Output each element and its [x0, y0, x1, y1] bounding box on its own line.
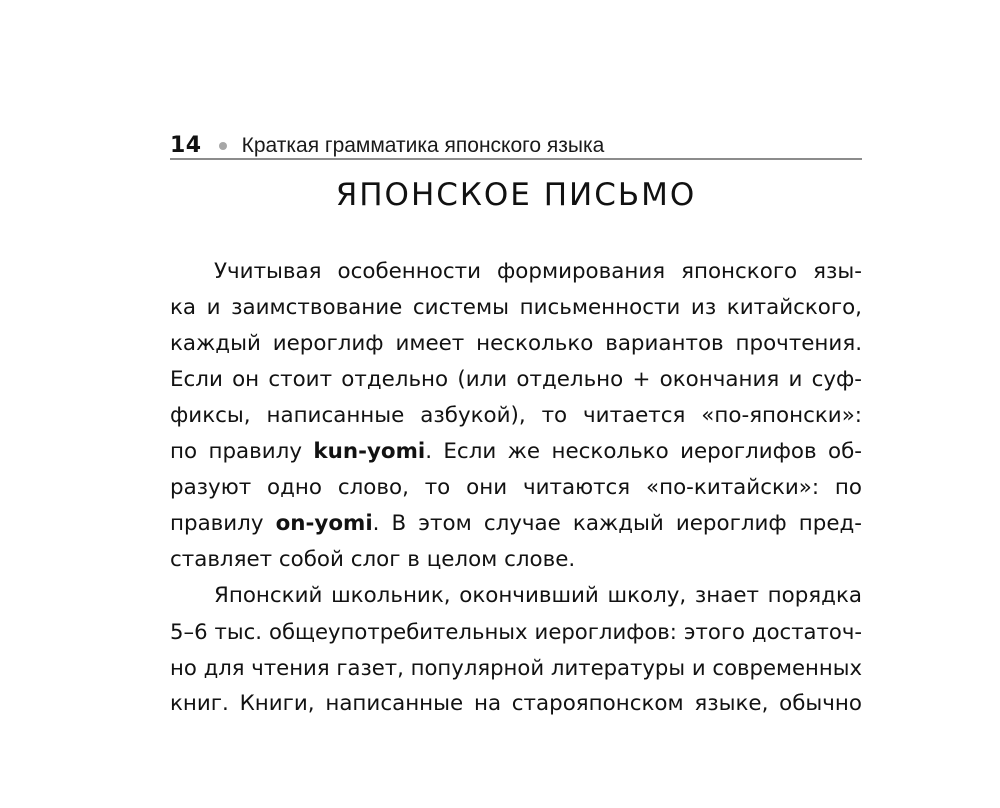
body-text	[170, 254, 862, 722]
text-line: 5–6 тыс. общеупотребительных иероглифов: этого достаточ-	[170, 619, 862, 644]
term-kun-yomi: kun-yomi	[313, 439, 426, 464]
running-head	[170, 128, 862, 158]
text-line: Японский школьник, окончивший школу, знает порядка	[214, 583, 862, 608]
header-rule	[170, 158, 862, 160]
paragraph-2	[170, 578, 862, 722]
text-line: фиксы, написанные азбукой), то читается «по-японски»:	[170, 403, 862, 428]
text-line: ка и заимствование системы письменности из китайского,	[170, 295, 862, 320]
chapter-title: ЯПОНСКОЕ ПИСЬМО	[335, 177, 697, 213]
page-number: 14	[170, 133, 202, 158]
text-line: Учитывая особенности формирования японского язы-	[214, 259, 862, 284]
text-line: по правилу kun-yomi. Если же несколько иероглифов об-	[170, 439, 863, 464]
running-title: Краткая грамматика японского языка	[241, 134, 605, 157]
text-line: каждый иероглиф имеет несколько вариантов прочтения.	[170, 331, 862, 356]
text-line: книг. Книги, написанные на старояпонском языке, обычно	[170, 691, 862, 716]
bullet-separator-icon	[219, 142, 227, 150]
paragraph-1	[170, 254, 862, 578]
text-line: Если он стоит отдельно (или отдельно + окончания и суф-	[170, 367, 862, 392]
text-line: но для чтения газет, популярной литературы и современных	[170, 655, 862, 680]
term-on-yomi: on-yomi	[275, 511, 373, 536]
text-line: разуют одно слово, то они читаются «по-китайски»: по	[170, 475, 862, 500]
text-line: правилу on-yomi. В этом случае каждый иероглиф пред-	[170, 511, 863, 536]
text-line: ставляет собой слог в целом слове.	[170, 547, 576, 572]
